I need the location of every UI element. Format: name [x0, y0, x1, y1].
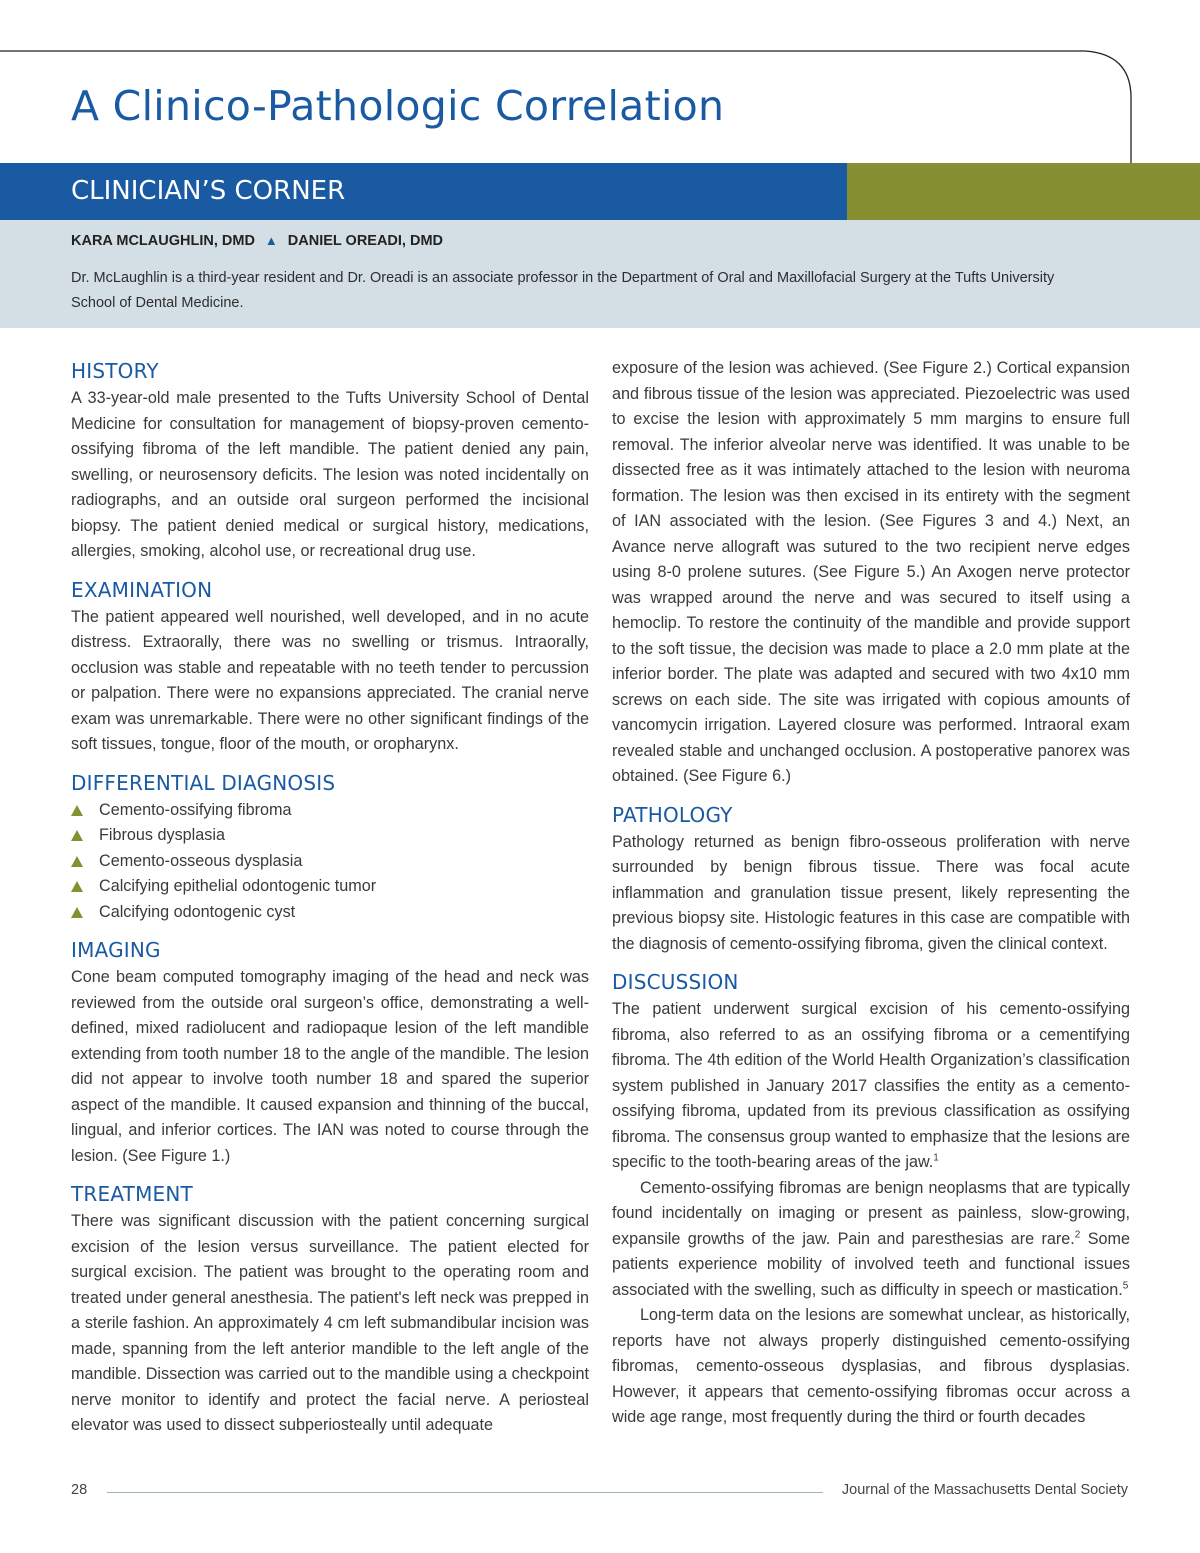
reference-marker: 1 [933, 1152, 939, 1164]
differential-list [71, 798, 589, 926]
triangle-bullet-icon [71, 907, 83, 918]
triangle-separator-icon: ▲ [264, 233, 278, 248]
reference-marker: 2 [1074, 1229, 1081, 1241]
examination-heading: EXAMINATION [71, 577, 213, 602]
list-item: Cemento-ossifying fibroma [71, 798, 589, 824]
byline [71, 233, 443, 249]
left-column [71, 356, 589, 1439]
reference-marker: 5 [1122, 1280, 1129, 1292]
pathology-heading: PATHOLOGY [612, 802, 733, 827]
list-item: Calcifying epithelial odontogenic tumor [71, 874, 589, 900]
pathology-text: Pathology returned as benign fibro-osseous proliferation with nerve surrounded by benign fibrous tissue. There was focal acute inflammation and granulation tissue present, likely representing the previous biopsy site. Histologic features in this case are compatible with the diagnosis of cemento-ossifying fibroma, given the clinical context. [612, 832, 1130, 953]
discussion-paragraph: The patient underwent surgical excision of his cemento-ossifying fibroma, also referred to as an ossifying fibroma or a cementifying fibroma. The 4th edition of the World Health Organization’s classification system published in January 2017 classifies the entity as a cemento-ossifying fibroma, updated from its previous classification as ossifying fibroma. The consensus group wanted to emphasize that the lesions are specific to the tooth-bearing areas of the jaw.$^1$ [612, 1000, 1130, 1171]
list-item: Cemento-osseous dysplasia [71, 849, 589, 875]
page-number: 28 [71, 1482, 88, 1498]
page-title: A Clinico-Pathologic Correlation [71, 82, 725, 130]
differential-heading: DIFFERENTIAL DIAGNOSIS [71, 770, 336, 795]
footer-rule [107, 1492, 823, 1493]
history-text: A 33-year-old male presented to the Tufts University School of Dental Medicine for consultation for management of biopsy-proven cemento-ossifying fibroma of the left mandible. The patient denied any pain, swelling, or neurosensory deficits. The lesion was noted incidentally on radiographs, and an outside oral surgeon performed the incisional biopsy. The patient denied medical or surgical history, medications, allergies, smoking, alcohol use, or recreational drug use. [71, 389, 589, 560]
right-column [612, 356, 1130, 1431]
list-item: Calcifying odontogenic cyst [71, 900, 589, 926]
discussion-heading: DISCUSSION [612, 970, 739, 994]
treatment-text: There was significant discussion with the patient concerning surgical excision of the lesion versus surveillance. The patient elected for surgical excision. The patient was brought to the operating room and treated under general anesthesia. The patient's left neck was prepped in a sterile fashion. An approximately 4 cm left submandibular incision was made, spanning from the left anterior mandible to the left angle of the mandible. Dissection was carried out to the mandible using a checkpoint nerve monitor to identify and protect the facial nerve. A periosteal elevator was used to dissect subperiosteally until adequate [71, 1212, 589, 1434]
triangle-bullet-icon [71, 805, 83, 816]
discussion-paragraph: Long-term data on the lesions are somewhat unclear, as historically, reports have not always properly distinguished cemento-ossifying fibromas, cemento-osseous dysplasias, and fibrous dysplasias. However, it appears that cemento-ossifying fibromas occur across a wide age range, most frequently during the third or fourth decades [612, 1306, 1130, 1426]
author-name: KARA MCLAUGHLIN, DMD [71, 233, 255, 249]
triangle-bullet-icon [71, 881, 83, 892]
author-name: DANIEL OREADI, DMD [287, 233, 444, 249]
list-item: Fibrous dysplasia [71, 823, 589, 849]
author-affiliation: Dr. McLaughlin is a third-year resident and Dr. Oreadi is an associate professor in the Department of Oral and Maxillofacial Surgery at the Tufts University School of Dental Medicine. [71, 270, 1055, 311]
history-heading: HISTORY [71, 359, 159, 383]
section-label: CLINICIAN’S CORNER [71, 176, 346, 206]
triangle-bullet-icon [71, 856, 83, 867]
triangle-bullet-icon [71, 830, 83, 841]
journal-name: Journal of the Massachusetts Dental Society [841, 1482, 1128, 1498]
examination-text: The patient appeared well nourished, well developed, and in no acute distress. Extraorally, there was no swelling or trismus. Intraorally, occlusion was stable and repeatable with no teeth tender to percussion or palpation. There were no expansions appreciated. The cranial nerve exam was unremarkable. There were no other significant findings of the soft tissues, tongue, floor of the mouth, or oropharynx. [71, 607, 589, 753]
imaging-text: Cone beam computed tomography imaging of the head and neck was reviewed from the outside oral surgeon’s office, demonstrating a well-defined, mixed radiolucent and radiopaque lesion of the left mandible extending from tooth number 18 to the angle of the mandible. The lesion did not appear to involve tooth number 18 and spared the superior aspect of the mandible. It caused expansion and thinning of the buccal, lingual, and inferior cortices. The IAN was noted to course through the lesion. (See Figure 1.) [71, 968, 589, 1165]
imaging-heading: IMAGING [71, 938, 161, 962]
treatment-heading: TREATMENT [71, 1182, 193, 1206]
treatment-text-continued: exposure of the lesion was achieved. (See Figure 2.) Cortical expansion and fibrous tissue of the lesion was appreciated. Piezoelectric was used to excise the lesion with approximately 5 mm margins to ensure full removal. The inferior alveolar nerve was identified. It was unable to be dissected free as it was intimately attached to the lesion with neuroma formation. The lesion was then excised in its entirety with the segment of IAN associated with the lesion. (See Figures 3 and 4.) Next, an Avance nerve allograft was sutured to the two recipient nerve edges using 8-0 prolene sutures. (See Figure 5.) An Axogen nerve protector was wrapped around the nerve and was secured to itself using a hemoclip. To restore the continuity of the mandible and provide support to the soft tissue, the decision was made to place a 2.0 mm plate at the inferior border. The plate was adapted and secured with two 4x10 mm screws on each side. The site was irrigated with copious amounts of vancomycin irrigation. Layered closure was performed. Intraoral exam revealed stable and unchanged occlusion. A postoperative panorex was obtained. (See Figure 6.) [612, 359, 1130, 785]
discussion-paragraph: Cemento-ossifying fibromas are benign neoplasms that are typically found incidentally on imaging or present as painless, slow-growing, expansile growths of the jaw. Pain and paresthesias are rare.$^2$ Some patients experience mobility of involved teeth and functional issues associated with the swelling, such as difficulty in speech or mastication.$^5$ [612, 1178, 1130, 1299]
section-banner-accent [847, 163, 1200, 220]
